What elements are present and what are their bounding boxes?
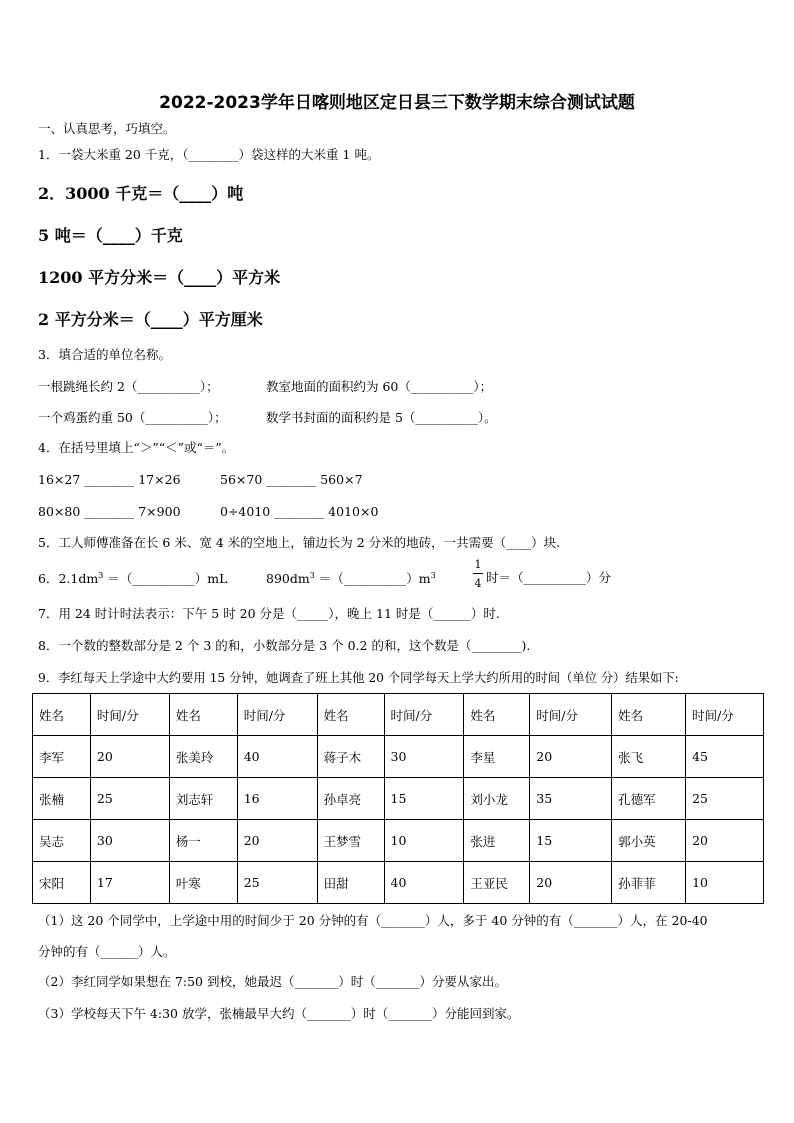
question-2-a: 2．3000 千克＝（____）吨 xyxy=(38,184,244,203)
table-cell: 10 xyxy=(384,820,464,862)
table-cell: 15 xyxy=(530,820,612,862)
question-8: 8．一个数的整数部分是 2 个 3 的和，小数部分是 3 个 0.2 的和，这个数是（________). xyxy=(38,638,531,653)
table-header-cell: 时间/分 xyxy=(90,694,169,736)
fraction-bar xyxy=(473,573,483,574)
table-cell: 30 xyxy=(90,820,169,862)
table-header-cell: 姓名 xyxy=(317,694,384,736)
question-6-a: 6．$2.1dm^3$ ＝（__________）mL xyxy=(38,571,228,587)
question-5: 5．工人师傅准备在长 6 米、宽 4 米的空地上，铺边长为 2 分米的地砖，一共需要（____）块. xyxy=(38,535,561,550)
table-cell: 25 xyxy=(237,862,317,904)
question-9-2: （2）李红同学如果想在 7:50 到校，她最迟（_______）时（_______）分要从家出。 xyxy=(38,974,507,989)
table-cell: 张美玲 xyxy=(169,736,237,778)
question-4-b: 56×70 ________ 560×7 xyxy=(220,472,363,487)
table-cell: 40 xyxy=(384,862,464,904)
table-header-cell: 姓名 xyxy=(464,694,530,736)
question-9-1-a: （1）这 20 个同学中，上学途中用的时间少于 20 分钟的有（_______）人，多于 40 分钟的有（_______）人，在 20-40 xyxy=(38,913,708,928)
table-cell: 孙菲菲 xyxy=(612,862,686,904)
table-cell: 25 xyxy=(686,778,764,820)
table-row xyxy=(33,778,764,820)
table-cell: 叶寒 xyxy=(169,862,237,904)
table-cell: 20 xyxy=(237,820,317,862)
table-cell: 宋阳 xyxy=(33,862,91,904)
table-header-cell: 时间/分 xyxy=(530,694,612,736)
table-cell: 吴志 xyxy=(33,820,91,862)
question-4: 4．在括号里填上“＞”“＜”或“＝”。 xyxy=(38,440,235,455)
table-header-cell: 姓名 xyxy=(169,694,237,736)
table-cell: 10 xyxy=(686,862,764,904)
table-cell: 张楠 xyxy=(33,778,91,820)
table-cell: 20 xyxy=(90,736,169,778)
table-cell: 16 xyxy=(237,778,317,820)
section-heading: 一、认真思考，巧填空。 xyxy=(38,121,176,136)
question-4-a: 16×27 ________ 17×26 xyxy=(38,472,181,487)
table-cell: 35 xyxy=(530,778,612,820)
question-6-c: 时＝（__________）分 xyxy=(486,570,612,585)
question-1: 1．一袋大米重 20 千克，（________）袋这样的大米重 1 吨。 xyxy=(38,147,380,162)
table-cell: 25 xyxy=(90,778,169,820)
table-header-cell: 姓名 xyxy=(33,694,91,736)
question-3-d: 数学书封面的面积约是 5（__________）。 xyxy=(266,410,497,425)
question-3-b: 教室地面的面积约为 60（__________）； xyxy=(266,379,493,394)
question-2-b: 5 吨＝（____）千克 xyxy=(38,226,183,245)
table-cell: 孙卓亮 xyxy=(317,778,384,820)
table-row xyxy=(33,862,764,904)
table-cell: 17 xyxy=(90,862,169,904)
table-cell: 王梦雪 xyxy=(317,820,384,862)
table-cell: 15 xyxy=(384,778,464,820)
table-cell: 杨一 xyxy=(169,820,237,862)
table-header-cell: 时间/分 xyxy=(384,694,464,736)
question-3-c: 一个鸡蛋约重 50（__________）； xyxy=(38,410,227,425)
table-cell: 郭小英 xyxy=(612,820,686,862)
question-9-3: （3）学校每天下午 4:30 放学，张楠最早大约（_______）时（_______）分能回到家。 xyxy=(38,1006,520,1021)
question-7: 7．用 24 时计时法表示：下午 5 时 20 分是（_____），晚上 11 时是（______）时. xyxy=(38,606,500,621)
table-cell: 王亚民 xyxy=(464,862,530,904)
question-9: 9．李红每天上学途中大约要用 15 分钟，她调查了班上其他 20 个同学每天上学大约所用的时间（单位 分）结果如下: xyxy=(38,671,679,685)
survey-table xyxy=(32,693,764,904)
table-cell: 刘志轩 xyxy=(169,778,237,820)
question-3: 3．填合适的单位名称。 xyxy=(38,347,171,362)
table-cell: 李星 xyxy=(464,736,530,778)
table-cell: 蒋子木 xyxy=(317,736,384,778)
table-cell: 孔德军 xyxy=(612,778,686,820)
table-cell: 30 xyxy=(384,736,464,778)
table-cell: 张飞 xyxy=(612,736,686,778)
table-cell: 20 xyxy=(530,862,612,904)
table-cell: 刘小龙 xyxy=(464,778,530,820)
question-6-b: $890dm^3$ $=(\_\_\_\_\_\_\_\_\_\_)m^3$ xyxy=(266,571,436,587)
table-header-row xyxy=(33,694,764,736)
fraction-denominator: 4 xyxy=(474,577,482,590)
table-cell: 张进 xyxy=(464,820,530,862)
question-4-d: 0÷4010 ________ 4010×0 xyxy=(220,504,379,519)
table-cell: 李军 xyxy=(33,736,91,778)
question-3-a: 一根跳绳长约 2（__________）； xyxy=(38,379,219,394)
question-2-c: 1200 平方分米＝（____）平方米 xyxy=(38,268,281,287)
question-4-c: 80×80 ________ 7×900 xyxy=(38,504,181,519)
table-header-cell: 时间/分 xyxy=(686,694,764,736)
table-row xyxy=(33,736,764,778)
fraction-numerator: 1 xyxy=(474,558,482,571)
table-cell: 20 xyxy=(686,820,764,862)
table-cell: 20 xyxy=(530,736,612,778)
table-header-cell: 姓名 xyxy=(612,694,686,736)
question-9-1-b: 分钟的有（______）人。 xyxy=(38,944,176,959)
table-header-cell: 时间/分 xyxy=(237,694,317,736)
page-title: 2022-2023学年日喀则地区定日县三下数学期末综合测试试题 xyxy=(159,93,635,113)
table-cell: 田甜 xyxy=(317,862,384,904)
table-cell: 45 xyxy=(686,736,764,778)
table-row xyxy=(33,820,764,862)
question-2-d: 2 平方分米＝（____）平方厘米 xyxy=(38,310,263,329)
table-cell: 40 xyxy=(237,736,317,778)
